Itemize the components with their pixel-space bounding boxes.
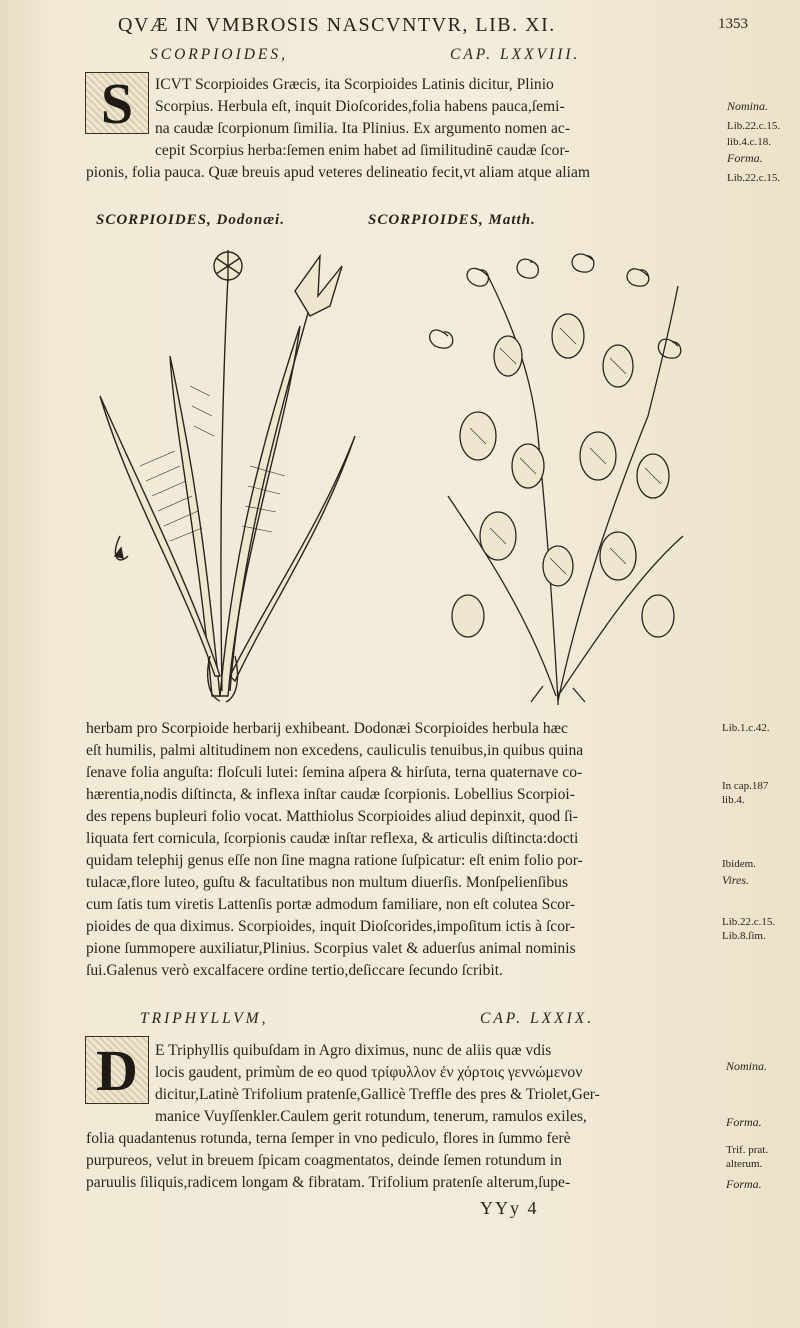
margin-note: Lib.22.c.15. xyxy=(722,916,776,928)
page-number: 1353 xyxy=(718,16,748,32)
margin-note: Ibidem. xyxy=(722,858,756,870)
text-line: liquata fert cornicula, ſcorpionis caudæ inſtar reflexa, & articulis diſtincta:docti xyxy=(86,830,579,847)
decorated-initial: S xyxy=(85,72,149,134)
text-line: tulacæ,flore luteo, guſtu & facultatibus non multum diuerſis. Monſpelienſibus xyxy=(86,874,569,891)
woodcut-scorpioides-matthioli xyxy=(408,236,708,706)
text-line: Scorpius. Herbula eſt, inquit Dioſcorides,folia habens pauca,ſemi- xyxy=(155,98,565,115)
figure-caption-left: SCORPIOIDES, Dodonæi. xyxy=(96,212,285,228)
margin-note: Nomina. xyxy=(727,99,769,113)
margin-note: Lib.8.ſim. xyxy=(722,930,766,942)
text-line: pione ſummopere auxiliatur,Plinius. Scorpius valet & aduerſus animal nominis xyxy=(86,940,576,957)
text-line: herbam pro Scorpioide herbarij exhibeant. Dodonæi Scorpioides herbula hæc xyxy=(86,720,568,737)
text-line: ICVT Scorpioides Græcis, ita Scorpioides Latinis dicitur, Plinio xyxy=(155,76,554,93)
text-line: purpureos, velut in breuem ſpicam coagmentatos, deinde ſemen rotundum in xyxy=(86,1152,562,1169)
text-line: hærentia,nodis diſtincta, & inflexa inſtar caudæ ſcorpionis. Lobellius Scorpioi- xyxy=(86,786,575,803)
margin-note: Forma. xyxy=(727,151,763,165)
chapter-number: CAP. LXXIX. xyxy=(480,1010,595,1027)
margin-note: In cap.187 xyxy=(722,780,769,792)
woodcut-scorpioides-dodonaei xyxy=(80,236,370,706)
margin-note: Forma. xyxy=(726,1177,762,1191)
text-line: cum ſatis tum viretis Lattenſis portæ admodum familiare, non eſt colutea Scor- xyxy=(86,896,576,913)
margin-note: Vires. xyxy=(722,873,749,887)
margin-note: Nomina. xyxy=(726,1059,768,1073)
figure-caption-right: SCORPIOIDES, Matth. xyxy=(368,212,536,228)
margin-note: Lib.22.c.15. xyxy=(727,172,781,184)
text-line: E Triphyllis quibuſdam in Agro diximus, nunc de aliis quæ vdis xyxy=(155,1042,552,1059)
running-title: QVÆ IN VMBROSIS NASCVNTVR, LIB. XI. xyxy=(118,14,556,36)
text-line: folia quadantenus rotunda, terna ſemper in vno pediculo, flores in ſummo ferè xyxy=(86,1130,571,1147)
text-line: ſenave folia anguſta: floſculi lutei: ſemina aſpera & hirſuta, terna quaternave co- xyxy=(86,764,583,781)
margin-note: alterum. xyxy=(726,1158,763,1170)
text-line: eſt humilis, palmi altitudinem non excedens, cauliculis tenuibus,in quibus quina xyxy=(86,742,584,759)
margin-note: lib.4. xyxy=(722,794,745,806)
text-line: pioides de qua diximus. Scorpioides, inquit Dioſcorides,impoſitum ictis à ſcor- xyxy=(86,918,576,935)
chapter-title: TRIPHYLLVM, xyxy=(140,1010,269,1027)
text-line: manice Vuyſſenkler.Caulem gerit rotundum, tenerum, ramulos exiles, xyxy=(155,1108,587,1125)
text-line: paruulis ſiliquis,radicem longam & fibratam. Trifolium pratenſe alterum,ſupe- xyxy=(86,1174,571,1191)
decorated-initial: D xyxy=(85,1036,149,1104)
margin-note: Forma. xyxy=(726,1115,762,1129)
chapter-title: SCORPIOIDES, xyxy=(150,46,289,63)
text-line: ſui.Galenus verò excalfacere ordine tertio,deſiccare ſecundo ſcribit. xyxy=(86,962,503,979)
text-line: des repens bupleuri folio vocat. Matthiolus Scorpioides aliud depinxit, quod ſi- xyxy=(86,808,578,825)
text-line: na caudæ ſcorpionum ſimilia. Ita Plinius. Ex argumento nomen ac- xyxy=(155,120,571,137)
chapter-number: CAP. LXXVIII. xyxy=(450,46,581,63)
margin-note: Lib.1.c.42. xyxy=(722,722,770,734)
text-line: dicitur,Latinè Trifolium pratenſe,Gallicè Treffle des pres & Triolet,Ger- xyxy=(155,1086,600,1103)
margin-note: Lib.22.c.15. xyxy=(727,120,781,132)
signature-mark: YYy 4 xyxy=(480,1198,539,1218)
margin-note: Trif. prat. xyxy=(726,1144,769,1156)
text-line: locis gaudent, primùm de eo quod τρίφυλλον ἐν χόρτοις γεννώμενον xyxy=(155,1064,583,1081)
text-line: pionis, folia pauca. Quæ breuis apud veteres delineatio fecit,vt aliam atque aliam xyxy=(86,164,591,181)
text-line: cepit Scorpius herba:ſemen enim habet ad ſimilitudinē caudæ ſcor- xyxy=(155,142,570,159)
margin-note: lib.4.c.18. xyxy=(727,136,771,148)
text-line: quidam telephij genus eſſe non ſine magna ratione ſuſpicatur: eſt enim folio por- xyxy=(86,852,583,869)
